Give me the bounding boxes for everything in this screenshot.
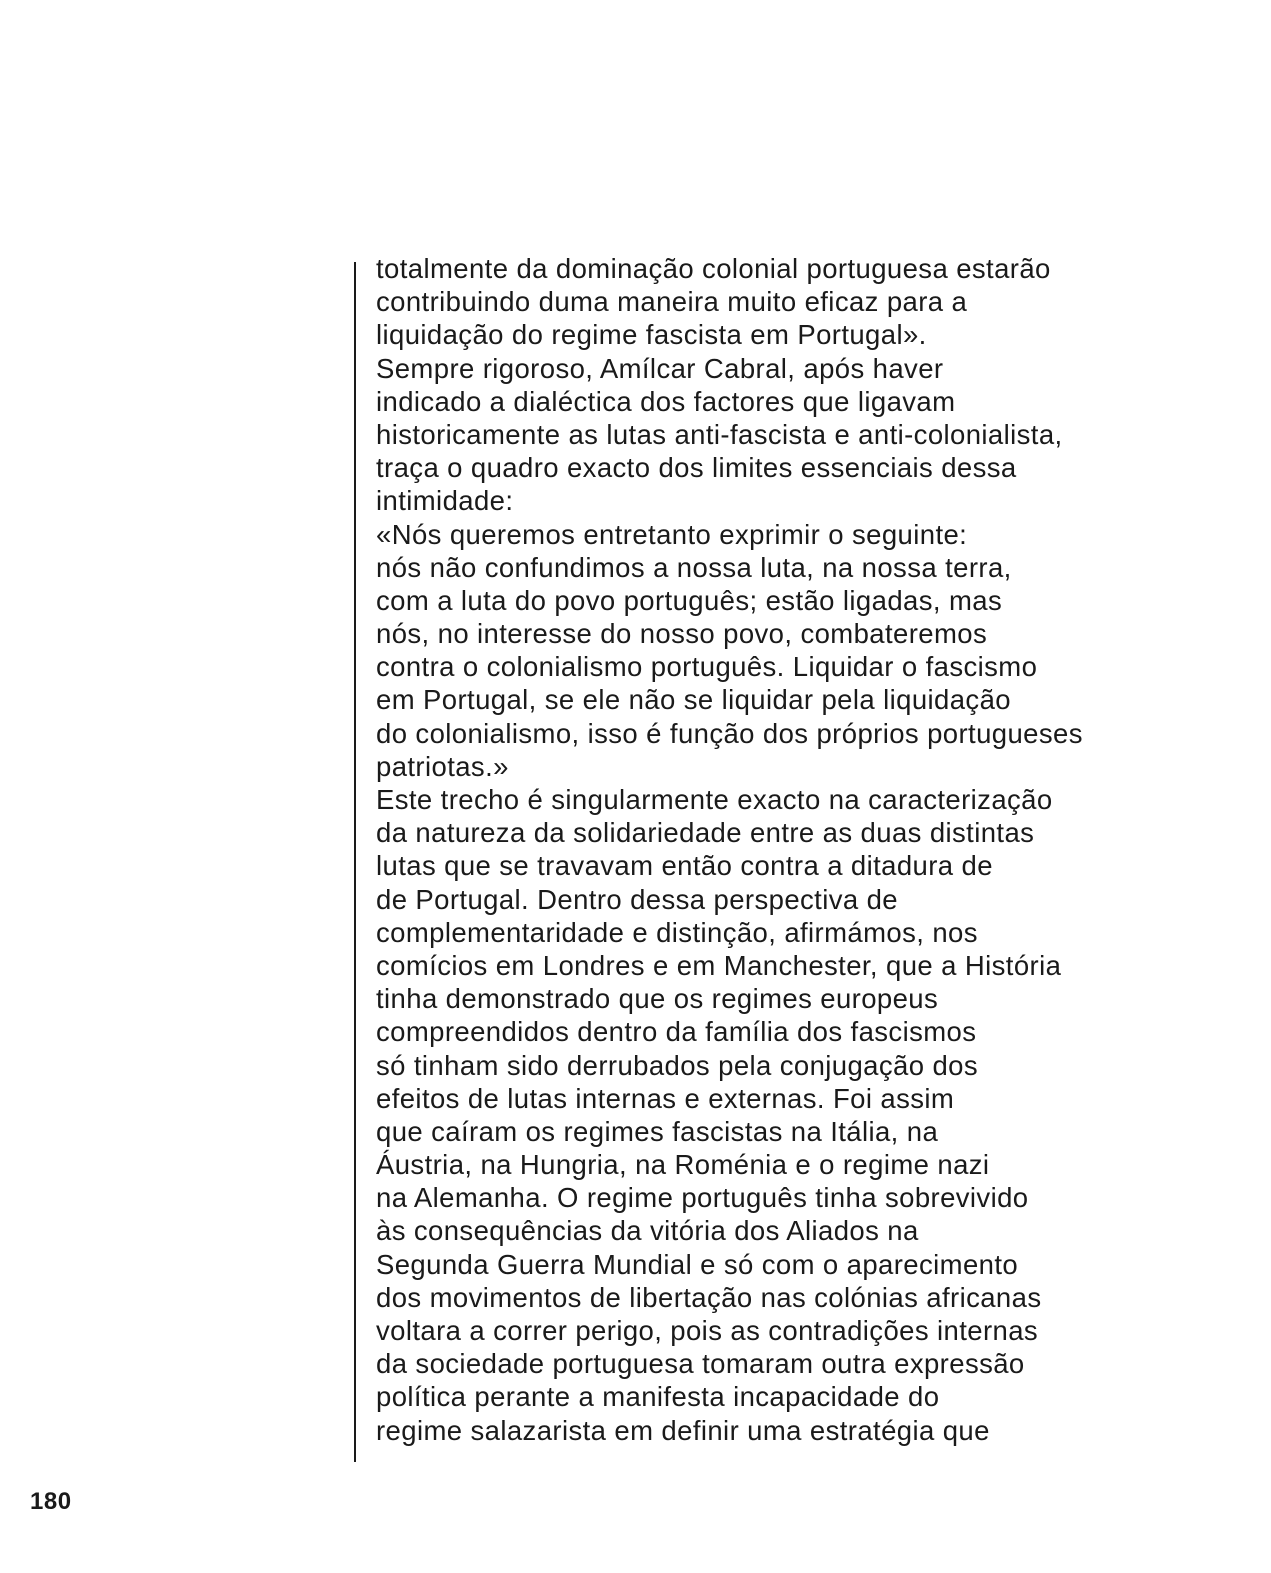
quote-line: nós não confundimos a nossa luta, na nossa terra, xyxy=(376,551,1012,583)
text-line: liquidação do regime fascista em Portugal». xyxy=(376,319,927,351)
page-number: 180 xyxy=(30,1488,72,1515)
text-line: compreendidos dentro da família dos fascismos xyxy=(376,1016,977,1048)
text-line: intimidade: xyxy=(376,485,514,517)
text-line: dos movimentos de libertação nas colónias africanas xyxy=(376,1281,1042,1313)
text-line: política perante a manifesta incapacidade do xyxy=(376,1381,940,1413)
text-line: Sempre rigoroso, Amílcar Cabral, após haver xyxy=(376,352,944,384)
text-line: só tinham sido derrubados pela conjugação dos xyxy=(376,1049,978,1081)
text-line: da sociedade portuguesa tomaram outra expressão xyxy=(376,1348,1025,1380)
text-line: regime salazarista em definir uma estratégia que xyxy=(376,1414,990,1446)
quote-line: com a luta do povo português; estão ligadas, mas xyxy=(376,584,1003,616)
text-line: historicamente as lutas anti-fascista e anti-colonialista, xyxy=(376,418,1063,450)
quote-line: do colonialismo, isso é função dos próprios portugueses xyxy=(376,717,1083,749)
quote-line: patriotas.» xyxy=(376,750,509,782)
quote-line: nós, no interesse do nosso povo, combateremos xyxy=(376,618,988,650)
text-line: tinha demonstrado que os regimes europeus xyxy=(376,983,939,1015)
text-line: de Portugal. Dentro dessa perspectiva de xyxy=(376,883,898,915)
text-line: Áustria, na Hungria, na Roménia e o regime nazi xyxy=(376,1149,990,1181)
text-line: lutas que se travavam então contra a ditadura de xyxy=(376,850,993,882)
text-line: da natureza da solidariedade entre as duas distintas xyxy=(376,817,1035,849)
text-line: comícios em Londres e em Manchester, que a História xyxy=(376,949,1062,981)
text-line: efeitos de lutas internas e externas. Foi assim xyxy=(376,1082,955,1114)
text-line: complementaridade e distinção, afirmámos, nos xyxy=(376,916,978,948)
text-line: na Alemanha. O regime português tinha sobrevivido xyxy=(376,1182,1029,1214)
text-line: indicado a dialéctica dos factores que ligavam xyxy=(376,385,956,417)
margin-rule xyxy=(354,262,356,1462)
text-line: contribuindo duma maneira muito eficaz para a xyxy=(376,286,968,318)
quote-line: contra o colonialismo português. Liquidar o fascismo xyxy=(376,651,1038,683)
text-line: que caíram os regimes fascistas na Itália, na xyxy=(376,1115,939,1147)
body-text xyxy=(376,252,1256,1447)
text-line: totalmente da dominação colonial portuguesa estarão xyxy=(376,253,1051,284)
text-line: traça o quadro exacto dos limites essenciais dessa xyxy=(376,452,1017,484)
text-line: às consequências da vitória dos Aliados na xyxy=(376,1215,919,1247)
text-line: voltara a correr perigo, pois as contradições internas xyxy=(376,1315,1039,1346)
text-line: Segunda Guerra Mundial e só com o aparecimento xyxy=(376,1248,1019,1280)
text-line: Este trecho é singularmente exacto na caracterização xyxy=(376,784,1053,815)
quote-line: em Portugal, se ele não se liquidar pela liquidação xyxy=(376,684,1011,716)
quote-line: «Nós queremos entretanto exprimir o seguinte: xyxy=(376,518,968,550)
